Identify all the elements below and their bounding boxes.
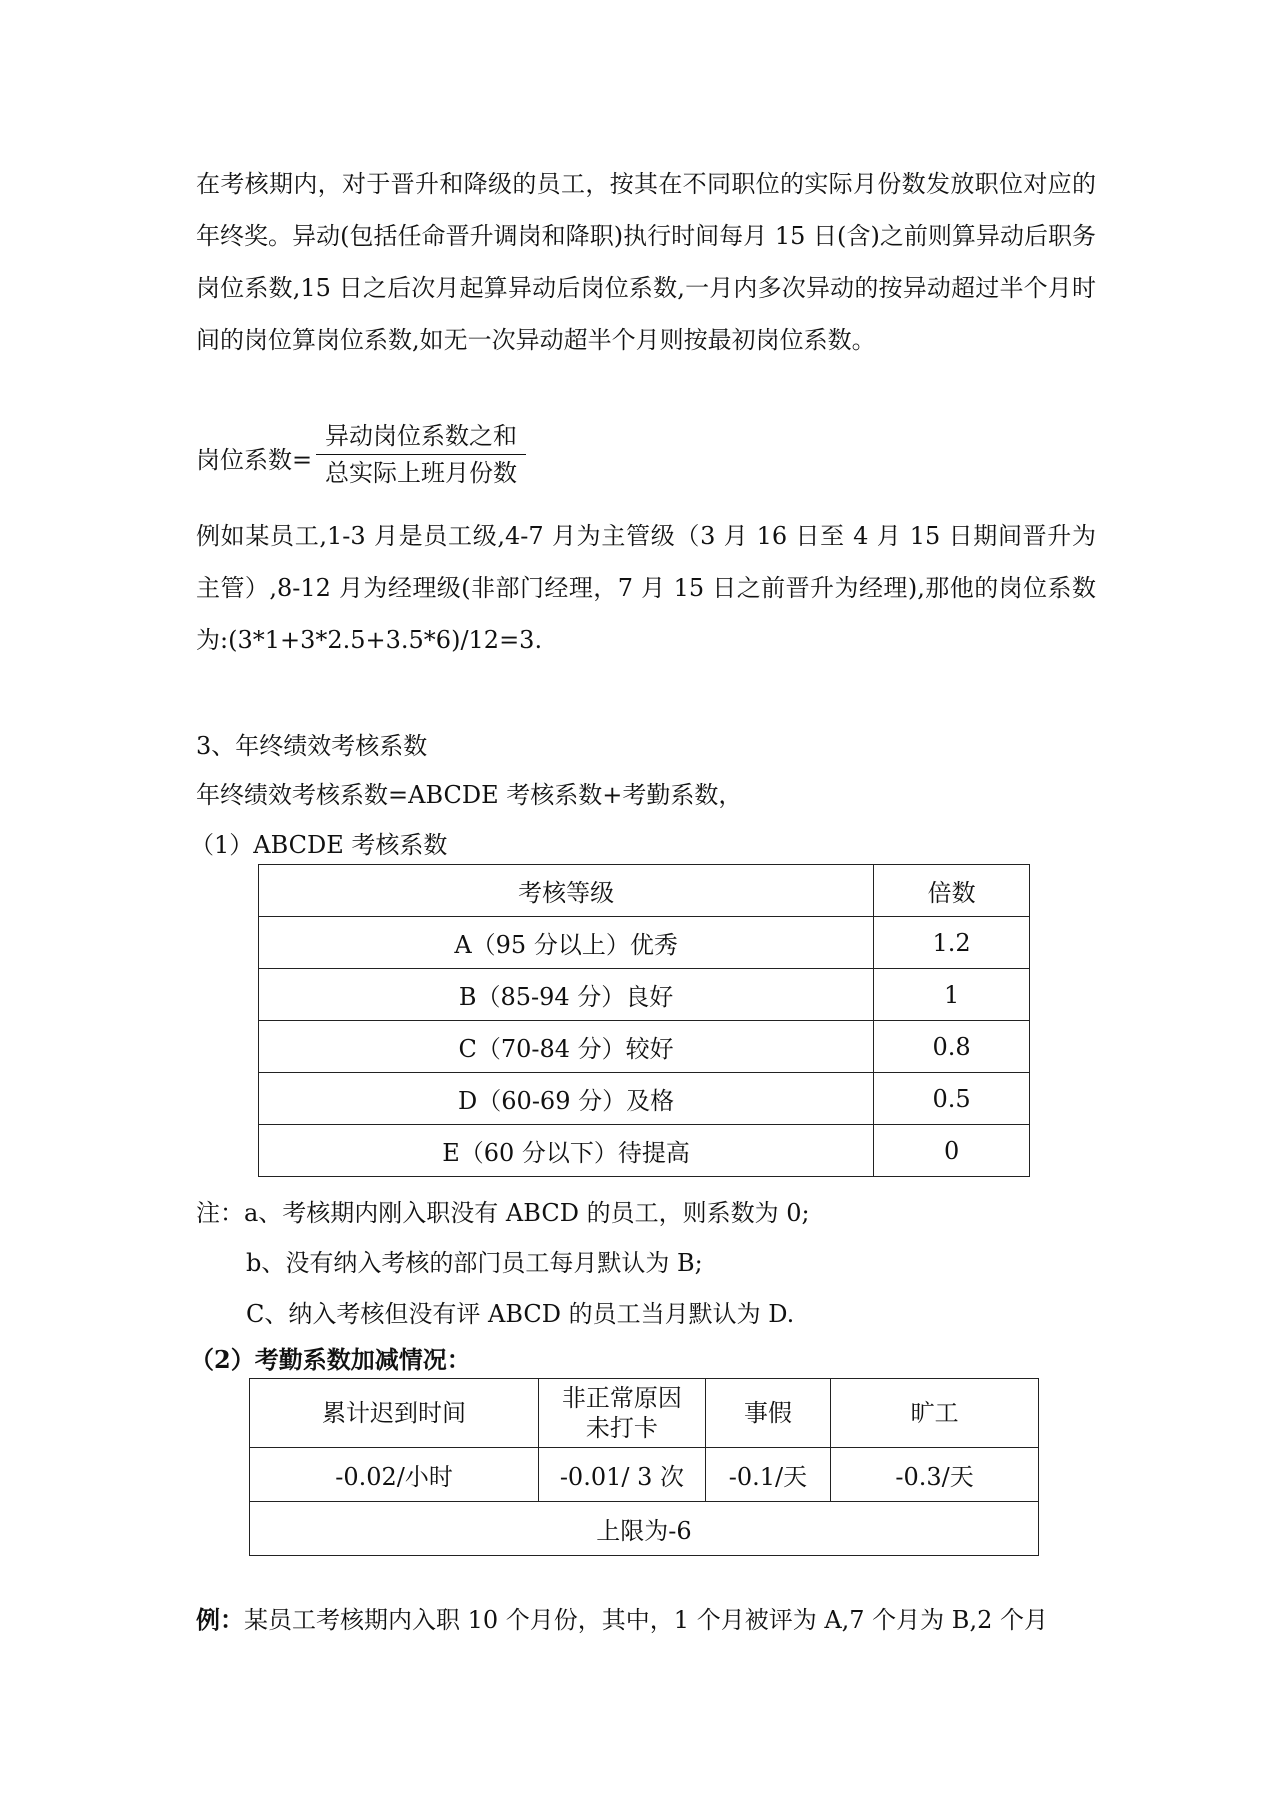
header-missed-punch-line2: 未打卡: [585, 1414, 658, 1442]
table-row: [250, 1502, 1039, 1556]
multiplier-cell: 1: [874, 969, 1030, 1021]
multiplier-cell: 0.5: [874, 1073, 1030, 1125]
formula-lhs: 岗位系数=: [196, 446, 313, 474]
intro-paragraph: 在考核期内，对于晋升和降级的员工，按其在不同职位的实际月份数发放职位对应的年终奖。异动(包括任命晋升调岗和降职)执行时间每月 15 日(含)之前则算异动后职务岗位系数,15 日之后次月起算异动后岗位系数,一月内多次异动的按异动超过半个月时间的岗位算岗位系数,如无一次异动超半个月则按最初岗位系数。: [196, 170, 1096, 354]
table-header-row: [250, 1379, 1039, 1448]
grade-cell: E（60 分以下）待提高: [259, 1125, 874, 1177]
header-grade: 考核等级: [259, 865, 874, 917]
header-missed-punch: [539, 1379, 706, 1448]
example-paragraph: 例如某员工,1-3 月是员工级,4-7 月为主管级（3 月 16 日至 4 月 15 日期间晋升为主管）,8-12 月为经理级(非部门经理，7 月 15 日之前晋升为经理),那他的岗位系数为:(3*1+3*2.5+3.5*6)/12=3.: [196, 522, 1096, 654]
table-row: [259, 1125, 1030, 1177]
header-multiplier: 倍数: [874, 865, 1030, 917]
table-row: [259, 969, 1030, 1021]
note-b: b、没有纳入考核的部门员工每月默认为 B;: [246, 1249, 703, 1277]
multiplier-cell: 1.2: [874, 917, 1030, 969]
header-missed-punch-line1: 非正常原因: [561, 1384, 682, 1412]
late-value: -0.02/小时: [250, 1448, 539, 1502]
note-c: C、纳入考核但没有评 ABCD 的员工当月默认为 D.: [246, 1300, 795, 1328]
header-personal-leave: 事假: [705, 1379, 830, 1448]
header-late-time: 累计迟到时间: [250, 1379, 539, 1448]
header-absenteeism: 旷工: [831, 1379, 1039, 1448]
table-row: [250, 1448, 1039, 1502]
final-example-label: 例：: [196, 1605, 244, 1634]
grade-cell: C（70-84 分）较好: [259, 1021, 874, 1073]
table-row: [259, 917, 1030, 969]
grade-cell: D（60-69 分）及格: [259, 1073, 874, 1125]
section-3-formula: 年终绩效考核系数=ABCDE 考核系数+考勤系数，: [196, 781, 743, 809]
section-3-title: 3、年终绩效考核系数: [196, 732, 428, 760]
final-example: [196, 1600, 1048, 1635]
note-a: 注：a、考核期内刚入职没有 ABCD 的员工，则系数为 0;: [196, 1199, 810, 1227]
final-example-text: 某员工考核期内入职 10 个月份，其中，1 个月被评为 A,7 个月为 B,2 个月: [244, 1606, 1048, 1634]
formula-fraction: [316, 420, 526, 489]
table-row: [259, 1021, 1030, 1073]
grade-cell: B（85-94 分）良好: [259, 969, 874, 1021]
table-header-row: [259, 865, 1030, 917]
formula-numerator: 异动岗位系数之和: [325, 422, 517, 450]
sub-1-title: （1）ABCDE 考核系数: [190, 831, 448, 859]
missed-punch-value: -0.01/ 3 次: [539, 1448, 706, 1502]
sub-2-title: （2）考勤系数加减情况：: [190, 1345, 471, 1374]
limit-cell: 上限为-6: [250, 1502, 1039, 1556]
formula-denominator: 总实际上班月份数: [325, 459, 517, 487]
table-row: [259, 1073, 1030, 1125]
fraction-bar: [316, 454, 526, 455]
grade-cell: A（95 分以上）优秀: [259, 917, 874, 969]
grade-table: [258, 864, 1030, 1177]
multiplier-cell: 0: [874, 1125, 1030, 1177]
absenteeism-value: -0.3/天: [831, 1448, 1039, 1502]
personal-leave-value: -0.1/天: [705, 1448, 830, 1502]
attendance-table: [249, 1378, 1039, 1556]
multiplier-cell: 0.8: [874, 1021, 1030, 1073]
